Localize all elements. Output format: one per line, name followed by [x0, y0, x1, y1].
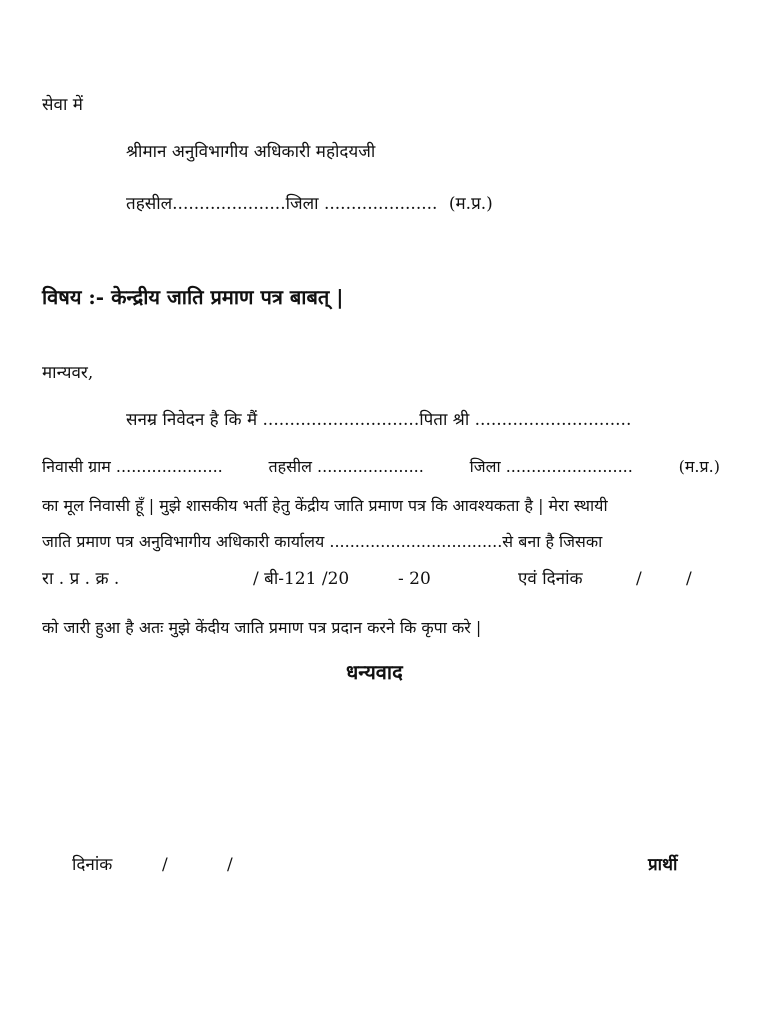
evam-dinank-label: एवं दिनांक	[518, 569, 583, 589]
body-line-3: का मूल निवासी हूँ | मुझे शासकीय भर्ती हेतु केंद्रीय जाति प्रमाण पत्र कि आवश्यकता है | मेरा स्थायी	[42, 496, 608, 515]
body-line-4: जाति प्रमाण पत्र अनुविभागीय अधिकारी कार्यालय ..................................से बना है जिसका	[42, 532, 603, 551]
address-state: (म.प्र.)	[448, 194, 493, 214]
body-line-1-part1: सनम्र निवेदन है कि मैं .............................	[126, 410, 420, 430]
body-line-1-part2: पिता श्री .............................	[419, 410, 632, 430]
address-jila: जिला .....................	[285, 194, 438, 214]
address-line	[126, 192, 493, 216]
addressee: श्रीमान अनुविभागीय अधिकारी महोदयजी	[126, 142, 376, 162]
footer-slash-1: /	[162, 855, 168, 875]
case-year-suffix: - 20	[398, 569, 431, 589]
date-slash-1: /	[636, 569, 642, 589]
subject-line: विषय :- केन्द्रीय जाति प्रमाण पत्र बाबत् |	[42, 285, 344, 309]
body-jila: जिला .........................	[469, 457, 633, 476]
address-tehsil: तहसील.....................	[126, 194, 286, 214]
thanks: धन्यवाद	[346, 660, 403, 684]
applicant-label: प्रार्थी	[648, 855, 678, 875]
rapk-label: रा . प्र . क्र .	[42, 569, 120, 589]
body-line-6: को जारी हुआ है अतः मुझे केंदीय जाति प्रमाण पत्र प्रदान करने कि कृपा करे |	[42, 618, 482, 637]
date-slash-2: /	[686, 569, 692, 589]
case-number: / बी-121 /20	[253, 569, 350, 589]
greeting: मान्यवर,	[42, 363, 94, 383]
footer-date-label: दिनांक	[72, 855, 113, 875]
body-tehsil: तहसील .....................	[268, 457, 424, 476]
salutation-to: सेवा में	[42, 95, 83, 115]
body-line-2	[42, 455, 720, 479]
footer-slash-2: /	[227, 855, 233, 875]
body-state: (म.प्र.)	[678, 457, 720, 476]
body-village: निवासी ग्राम .....................	[42, 457, 223, 476]
body-line-1	[126, 408, 631, 432]
